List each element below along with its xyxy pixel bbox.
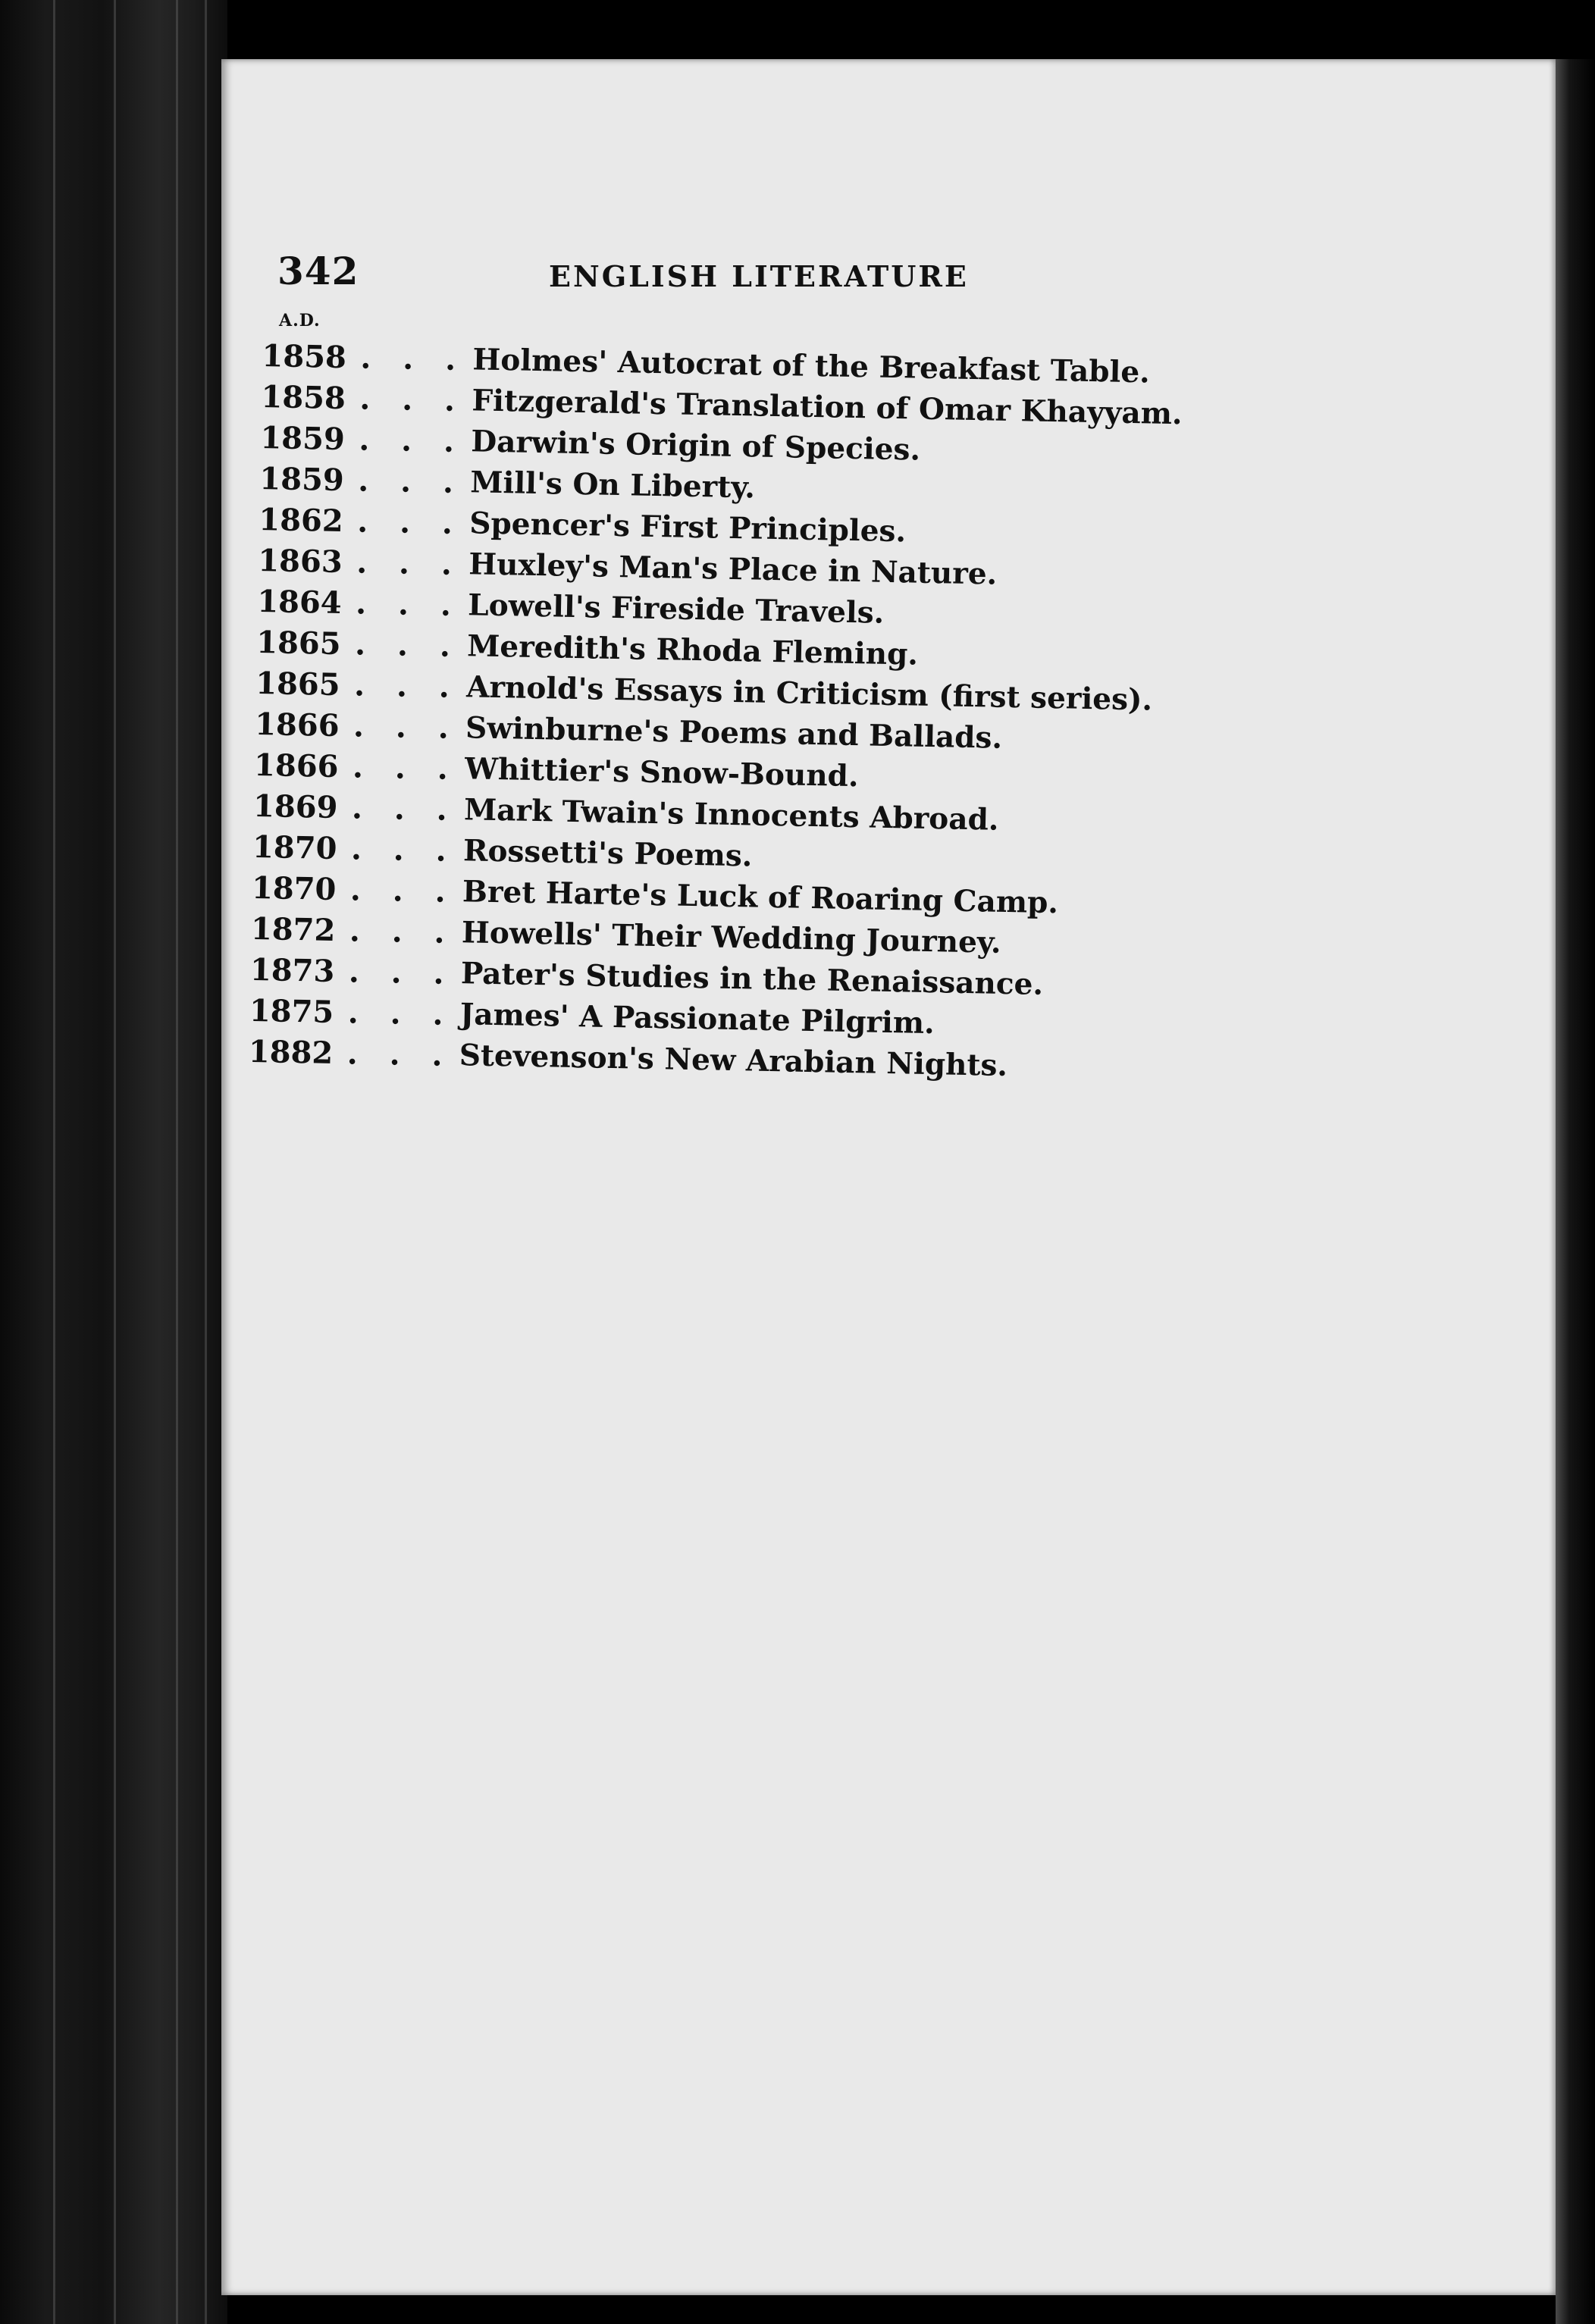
entry-leader-dots: . . . <box>350 831 458 869</box>
entry-leader-dots: . . . <box>356 503 464 542</box>
era-label: A.D. <box>279 311 321 330</box>
entry-year: 1870 <box>252 828 337 867</box>
entry-year: 1882 <box>248 1033 334 1071</box>
entry-work-title: Bret Harte's Luck of Roaring Camp. <box>462 874 1059 921</box>
entry-work-title: Whittier's Snow-Bound. <box>464 751 859 794</box>
entry-work-title: Stevenson's New Arabian Nights. <box>459 1038 1008 1084</box>
entry-work-title: Meredith's Rhoda Fleming. <box>466 628 919 672</box>
entry-year: 1863 <box>257 542 343 581</box>
page-right-edge <box>1556 59 1595 2324</box>
page-header <box>277 249 1263 309</box>
entry-leader-dots: . . . <box>354 626 462 665</box>
entry-work-title: Swinburne's Poems and Ballads. <box>465 710 1003 756</box>
entry-year: 1862 <box>258 501 344 540</box>
entry-work-title: Darwin's Origin of Species. <box>470 424 921 468</box>
entry-work-title: Holmes' Autocrat of the Breakfast Table. <box>472 342 1151 390</box>
entry-leader-dots: . . . <box>355 585 462 624</box>
entry-leader-dots: . . . <box>360 340 467 378</box>
entry-year: 1870 <box>251 869 337 907</box>
entry-year: 1858 <box>262 338 347 376</box>
entry-leader-dots: . . . <box>357 462 465 501</box>
entry-year: 1865 <box>255 624 342 662</box>
entry-leader-dots: . . . <box>348 954 456 992</box>
entry-year: 1859 <box>259 460 345 499</box>
entry-leader-dots: . . . <box>352 749 459 788</box>
entry-year: 1865 <box>255 665 341 703</box>
entry-leader-dots: . . . <box>346 1035 453 1073</box>
entry-year: 1872 <box>250 910 336 948</box>
entry-work-title: Spencer's First Principles. <box>468 506 907 550</box>
entry-year: 1866 <box>254 706 340 744</box>
entry-year: 1875 <box>249 992 334 1030</box>
chronology-list <box>248 338 1444 1098</box>
entry-work-title: Mark Twain's Innocents Abroad. <box>463 792 999 838</box>
page-number: 342 <box>277 249 359 293</box>
entry-year: 1864 <box>256 583 343 622</box>
entry-work-title: Pater's Studies in the Renaissance. <box>460 956 1044 1002</box>
entry-leader-dots: . . . <box>349 872 457 910</box>
entry-work-title: Mill's On Liberty. <box>469 465 756 506</box>
entry-work-title: Fitzgerald's Translation of Omar Khayyam. <box>472 383 1183 432</box>
entry-year: 1859 <box>260 419 346 458</box>
entry-work-title: Huxley's Man's Place in Nature. <box>468 547 998 592</box>
entry-work-title: Howells' Their Wedding Journey. <box>461 915 1002 960</box>
entry-leader-dots: . . . <box>349 913 456 951</box>
entry-leader-dots: . . . <box>353 667 461 706</box>
entry-year: 1873 <box>249 951 335 989</box>
entry-leader-dots: . . . <box>347 994 455 1033</box>
entry-leader-dots: . . . <box>359 381 466 419</box>
book-spine-edge <box>0 0 227 2324</box>
entry-work-title: Lowell's Fireside Travels. <box>467 587 885 631</box>
entry-work-title: James' A Passionate Pilgrim. <box>459 997 935 1041</box>
entry-leader-dots: . . . <box>359 421 465 460</box>
running-title: ENGLISH LITERATURE <box>549 259 969 293</box>
entry-work-title: Arnold's Essays in Criticism (first series). <box>465 669 1153 718</box>
entry-leader-dots: . . . <box>356 544 463 583</box>
entry-year: 1869 <box>252 788 338 826</box>
entry-leader-dots: . . . <box>353 708 460 747</box>
entry-year: 1858 <box>261 378 346 417</box>
entry-year: 1866 <box>253 747 339 785</box>
entry-leader-dots: . . . <box>351 790 459 828</box>
entry-work-title: Rossetti's Poems. <box>462 833 753 874</box>
